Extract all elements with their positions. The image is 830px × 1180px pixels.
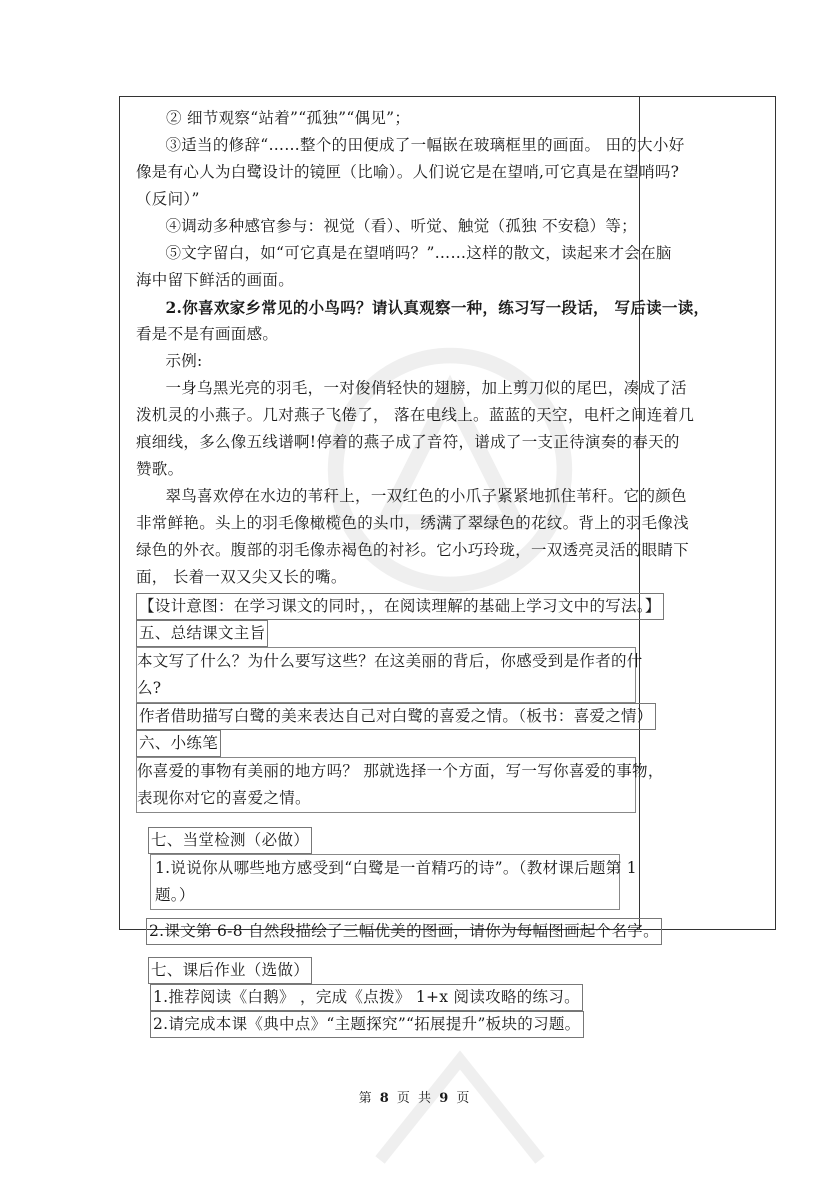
footer-prefix: 第: [358, 1091, 374, 1106]
summary-answer-box: 作者借助描写白鹭的美来表达自己对白鹭的喜爱之情。（板书：喜爱之情）: [136, 703, 656, 730]
section-heading-line: [136, 730, 636, 757]
homework-2: 2.请完成本课《典中点》“主题探究”“拓展提升”板块的习题。: [150, 1011, 584, 1038]
footer-total-pages: 9: [439, 1091, 451, 1106]
text-line: ② 细节观察“站着”“孤独”“偶见”；: [166, 109, 411, 127]
summary-answer-line: [136, 703, 653, 730]
in-class-test-box: [150, 854, 637, 910]
text-line: 痕细线，多么像五线谱啊!停着的燕子成了音符，谱成了一支正待演奏的春天的: [136, 433, 680, 451]
text-line: 翠鸟喜欢停在水边的苇秆上，一双红色的小爪子紧紧地抓住苇秆。它的颜色: [165, 487, 687, 505]
homework-1: 1.推荐阅读《白鹅》 ，完成《点拨》 1+x 阅读攻略的练习。: [150, 984, 583, 1011]
question-2-text: 2.你喜欢家乡常见的小鸟吗？请认真观察一种，练习写一段话， 写后读一读，: [165, 298, 710, 317]
text-line: 么?: [137, 679, 162, 697]
section-heading-5: 五、总结课文主旨: [136, 620, 268, 647]
text-line: （反问）”: [136, 190, 200, 208]
text-line: ③适当的修辞“……整个的田便成了一幅嵌在玻璃框里的画面。 田的大小好: [165, 136, 685, 154]
question-2: [136, 294, 710, 321]
design-intent-box: 【设计意图：在学习课文的同时，，在阅读理解的基础上学习文中的写法。】: [136, 593, 664, 620]
text-line: ④调动多种感官参与：视觉（看）、听觉、触觉（孤独 不安稳）等；: [165, 217, 637, 235]
homework-2-line: [136, 1011, 636, 1038]
footer-middle: 页 共: [396, 1091, 434, 1106]
text-line: 本文写了什么？为什么要写这些？在这美丽的背后，你感受到是作者的什: [137, 652, 643, 670]
section-heading-line: [136, 620, 636, 647]
text-line: 1.说说你从哪些地方感受到“白鹭是一首精巧的诗”。（教材课后题第 1: [155, 859, 637, 877]
text-line: 像是有心人为白鹭设计的镜匣（比喻）。人们说它是在望哨,可它真是在望哨吗?: [136, 163, 680, 181]
text-line: 你喜爱的事物有美丽的地方吗？ 那就选择一个方面，写一写你喜爱的事物，: [137, 762, 664, 780]
in-class-question-2: 2.课文第 6-8 自然段描绘了三幅优美的图画，请你为每幅图画起个名字。: [146, 918, 662, 945]
text-line: 海中留下鲜活的画面。: [136, 271, 295, 289]
example-label: 示例:: [165, 352, 203, 370]
text-line: 题。）: [155, 886, 195, 904]
text-line: 赞歌。: [136, 460, 184, 478]
page-footer: [0, 1087, 830, 1106]
watermark-graphic-bottom: [360, 1040, 560, 1180]
in-class-question-2-line: [136, 918, 659, 945]
lesson-table: [119, 96, 776, 1033]
footer-page-number: 8: [379, 1091, 391, 1106]
text-line: 非常鲜艳。头上的羽毛像橄榄色的头巾，绣满了翠绿色的花纹。背上的羽毛像浅: [136, 514, 690, 532]
footer-suffix: 页: [456, 1091, 472, 1106]
design-intent-line: [136, 593, 661, 620]
text-line: 一身乌黑光亮的羽毛，一对俊俏轻快的翅膀，加上剪刀似的尾巴，凑成了活: [165, 379, 687, 397]
text-line: 面， 长着一双又尖又长的嘴。: [136, 568, 347, 586]
practice-box: [136, 757, 664, 813]
table-right-column-divider: [639, 97, 640, 929]
text-line: 看是不是有画面感。: [136, 325, 279, 343]
section-heading-line: [136, 827, 636, 854]
section-heading-7-in-class: 七、当堂检测（必做）: [148, 827, 312, 854]
lesson-content: [136, 105, 710, 1038]
summary-question-box: [136, 647, 643, 703]
section-heading-6: 六、小练笔: [136, 730, 221, 757]
text-line: 绿色的外衣。腹部的羽毛像赤褐色的衬衫。它小巧玲珑，一双透亮灵活的眼睛下: [136, 541, 690, 559]
text-line: 泼机灵的小燕子。几对燕子飞倦了， 落在电线上。蓝蓝的天空，电杆之间连着几: [136, 406, 695, 424]
section-heading-7-homework: 七、课后作业（选做）: [148, 957, 312, 984]
text-line: 表现你对它的喜爱之情。: [137, 789, 311, 807]
text-line: ⑤文字留白，如“可它真是在望哨吗？”……这样的散文，读起来才会在脑: [165, 244, 672, 262]
section-heading-line: [136, 957, 636, 984]
homework-1-line: [136, 984, 636, 1011]
